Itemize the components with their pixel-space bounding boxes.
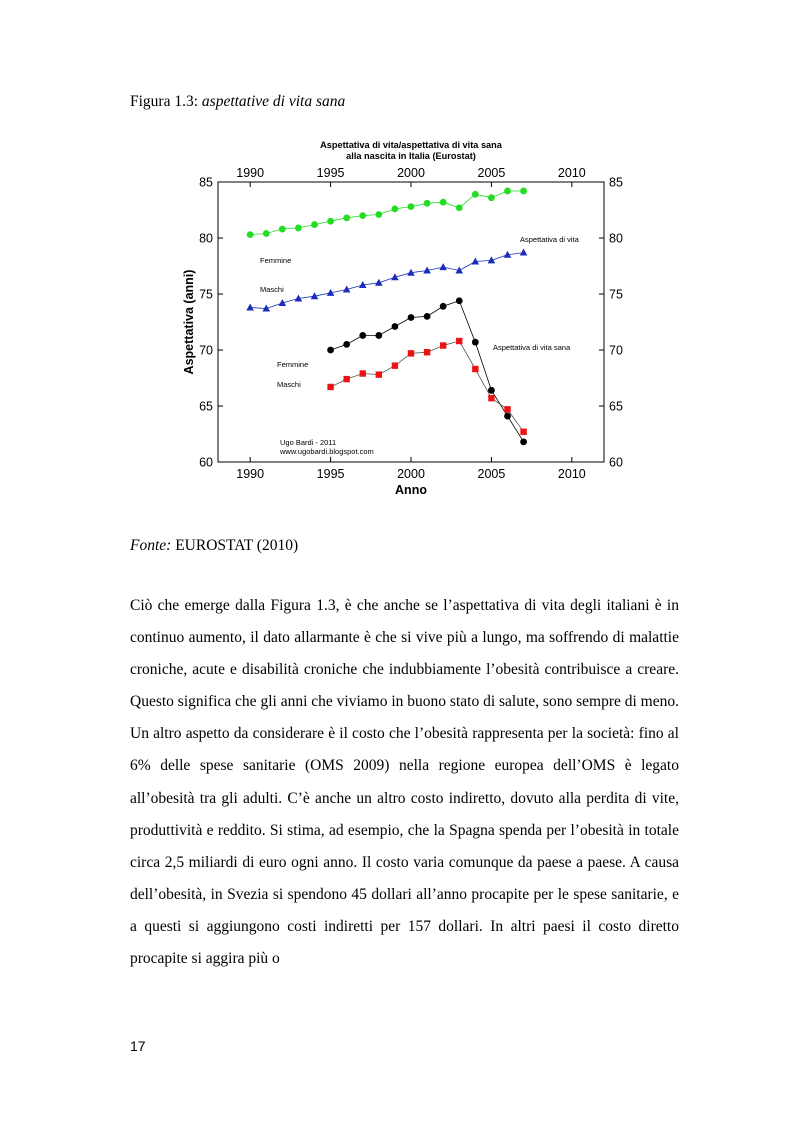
series-3-point-1999 xyxy=(392,362,398,368)
series-0-point-1997 xyxy=(359,212,366,219)
series-3-point-2000 xyxy=(408,350,414,356)
x-tick-label-top-1995: 1995 xyxy=(316,166,345,180)
series-0-point-1992 xyxy=(279,226,286,233)
plot-frame xyxy=(218,182,604,462)
chart-title: Aspettativa di vita/aspettativa di vita sana xyxy=(320,140,502,150)
series-0-point-1995 xyxy=(327,218,334,225)
series-3-point-2003 xyxy=(456,338,462,344)
figure-caption-prefix: Figura 1.3: xyxy=(130,93,202,110)
series-2-point-1995 xyxy=(327,347,334,354)
series-3-point-2004 xyxy=(472,366,478,372)
annotation-aspettativa-vita: Aspettativa di vita xyxy=(520,235,579,244)
annotation-femmine-bottom: Femmine xyxy=(277,360,309,369)
y-tick-label-right-85: 85 xyxy=(609,175,623,190)
y-tick-label-left-75: 75 xyxy=(199,287,213,302)
x-tick-label-bottom-2005: 2005 xyxy=(477,467,506,481)
series-2-point-2007 xyxy=(520,438,527,445)
series-1-point-2007 xyxy=(520,249,528,256)
x-tick-label-top-2000: 2000 xyxy=(397,166,425,180)
axes-layer xyxy=(199,166,623,481)
y-tick-label-left-85: 85 xyxy=(199,175,213,190)
series-2-point-2004 xyxy=(472,339,479,346)
series-3-point-1995 xyxy=(327,384,333,390)
series-0-point-2000 xyxy=(408,203,415,210)
chart-credit-site: www.ugobardi.blogspot.com xyxy=(280,447,374,456)
annotation-femmine-top: Femmine xyxy=(260,256,292,265)
x-tick-label-top-1990: 1990 xyxy=(236,166,265,180)
series-0-point-2001 xyxy=(424,200,431,207)
series-2-point-2002 xyxy=(440,303,447,310)
series-0-point-1996 xyxy=(343,214,350,221)
series-2-point-2003 xyxy=(456,297,463,304)
page-number: 17 xyxy=(130,1038,146,1054)
chart-credit-author: Ugo Bardi - 2011 xyxy=(280,438,337,447)
annotation-maschi-top: Maschi xyxy=(260,285,284,294)
series-2-point-1997 xyxy=(359,332,366,339)
series-0-point-1991 xyxy=(263,230,270,237)
series-2-point-1996 xyxy=(343,341,350,348)
y-tick-label-left-65: 65 xyxy=(199,399,213,414)
figure-caption xyxy=(130,93,345,111)
x-tick-label-top-2010: 2010 xyxy=(557,166,586,180)
series-1-point-1990 xyxy=(246,303,254,310)
series-0-point-1994 xyxy=(311,221,318,228)
series-0-point-2005 xyxy=(488,194,495,201)
y-tick-label-right-80: 80 xyxy=(609,231,623,246)
y-tick-label-right-70: 70 xyxy=(609,343,623,358)
series-2-point-2000 xyxy=(408,314,415,321)
x-tick-label-bottom-1995: 1995 xyxy=(316,467,345,481)
y-tick-label-right-60: 60 xyxy=(609,455,623,470)
annotation-aspettativa-vita-sana: Aspettativa di vita sana xyxy=(493,343,571,352)
series-0-point-1993 xyxy=(295,225,302,232)
series-0-point-2006 xyxy=(504,188,511,195)
figure-source xyxy=(130,537,298,555)
series-1-point-1998 xyxy=(375,279,383,286)
series-2-point-2001 xyxy=(424,313,431,320)
chart-subtitle: alla nascita in Italia (Eurostat) xyxy=(346,151,476,161)
series-0-point-2003 xyxy=(456,204,463,211)
annotation-maschi-bottom: Maschi xyxy=(277,380,301,389)
x-tick-label-bottom-1990: 1990 xyxy=(236,467,265,481)
series-0-line xyxy=(250,191,523,235)
x-tick-label-bottom-2000: 2000 xyxy=(397,467,425,481)
figure-caption-title: aspettative di vita sana xyxy=(201,93,346,110)
series-2-point-1998 xyxy=(375,332,382,339)
x-tick-label-bottom-2010: 2010 xyxy=(557,467,586,481)
series-3-point-2005 xyxy=(488,395,494,401)
series-2-point-2006 xyxy=(504,413,511,420)
y-tick-label-left-70: 70 xyxy=(199,343,213,358)
x-axis-title: Anno xyxy=(395,483,427,497)
y-tick-label-right-65: 65 xyxy=(609,399,623,414)
series-1-point-2002 xyxy=(439,263,447,270)
y-tick-label-left-60: 60 xyxy=(199,455,213,470)
series-0-point-1990 xyxy=(247,231,254,238)
series-3-point-1996 xyxy=(343,376,349,382)
series-3-point-2002 xyxy=(440,342,446,348)
series-2-point-2005 xyxy=(488,387,495,394)
series-3-point-2001 xyxy=(424,349,430,355)
x-tick-label-top-2005: 2005 xyxy=(477,166,506,180)
series-3-point-1998 xyxy=(376,371,382,377)
series-3-point-2006 xyxy=(504,406,510,412)
series-0-point-2007 xyxy=(520,188,527,195)
series-3-point-1997 xyxy=(360,370,366,376)
series-0-point-1999 xyxy=(392,205,399,212)
y-axis-title: Aspettativa (anni) xyxy=(182,269,196,375)
body-paragraph: Ciò che emerge dalla Figura 1.3, è che anche se l’aspettativa di vita degli italiani è in continuo aumento, il dato allarmante è che si vive più a lungo, ma soffrendo di malattie croniche, acute e disabilità croniche che indubbiamente l’obesità contribuisce a creare. Questo significa che gli anni che viviamo in buono stato di salute, sono sempre di meno. Un altro aspetto da considerare è il costo che l’obesità rappresenta per la società: fino al 6% delle spese sanitarie (OMS 2009) nella regione europea dell’OMS è legato all’obesità tra gli adulti. C’è anche un altro costo indiretto, dovuto alla perdita di vite, produttività e reddito. Si stima, ad esempio, che la Spagna spenda per l’obesità in totale circa 2,5 miliardi di euro ogni anno. Il costo varia comunque da paese a paese. A causa dell’obesità, in Svezia si spendono 45 dollari all’anno procapite per le spese sanitarie, e a questi si aggiungono costi indiretti per 157 dollari. In altri paesi il costo diretto procapite si aggira più o xyxy=(130,597,679,968)
series-layer xyxy=(246,188,527,446)
series-2-line xyxy=(331,301,524,442)
series-0-point-2002 xyxy=(440,199,447,206)
series-0-point-2004 xyxy=(472,191,479,198)
source-label: Fonte: xyxy=(130,537,172,554)
series-3-point-2007 xyxy=(520,429,526,435)
life-expectancy-chart xyxy=(176,134,636,504)
series-2-point-1999 xyxy=(392,323,399,330)
series-1-point-2005 xyxy=(488,256,496,263)
y-tick-label-left-80: 80 xyxy=(199,231,213,246)
series-0-point-1998 xyxy=(375,211,382,218)
chart-svg xyxy=(176,134,636,504)
y-tick-label-right-75: 75 xyxy=(609,287,623,302)
source-text: EUROSTAT (2010) xyxy=(171,537,299,554)
